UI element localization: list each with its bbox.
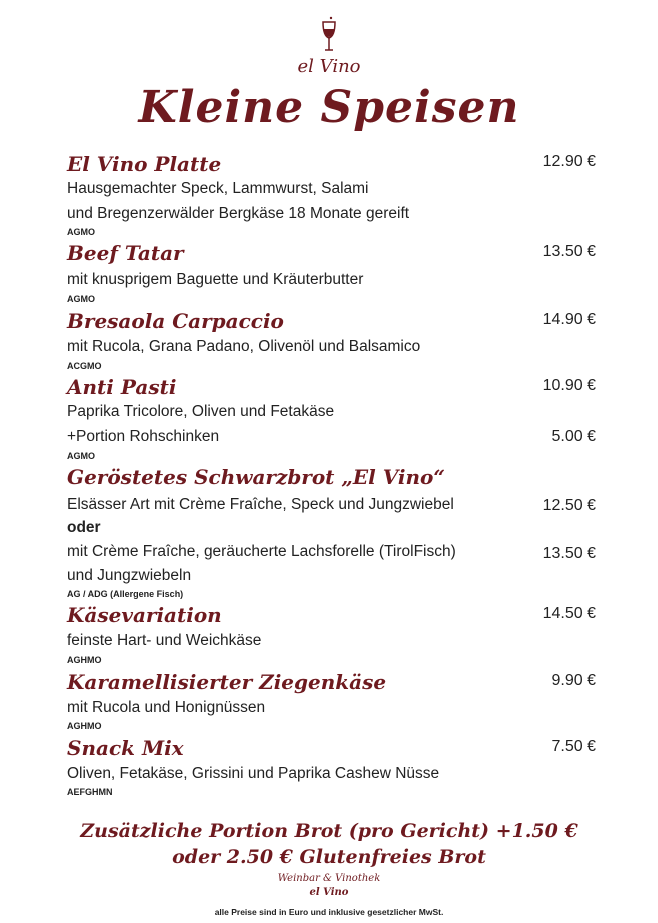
wine-glass-icon [319, 16, 339, 56]
dish-description: und Bregenzerwälder Bergkäse 18 Monate gereift [67, 205, 410, 222]
footer-brand: el Vino [309, 887, 349, 898]
allergen-codes: AGMO [67, 227, 95, 237]
dish-description: und Jungzwiebeln [67, 567, 192, 584]
dish-description: mit Rucola, Grana Padano, Olivenöl und Balsamico [67, 338, 421, 355]
dish-or: oder [67, 519, 101, 536]
allergen-codes: AGHMO [67, 655, 102, 665]
dish-description: Oliven, Fetakäse, Grissini und Paprika Cashew Nüsse [67, 765, 440, 782]
allergen-codes: AEFGHMN [67, 787, 113, 797]
allergen-codes: AGHMO [67, 721, 102, 731]
page-title: Kleine Speisen [138, 82, 520, 133]
dish-description: mit Crème Fraîche, geräucherte Lachsforelle (TirolFisch) [67, 543, 456, 560]
dish-price: 14.90 € [542, 311, 596, 328]
dish-price: 7.50 € [551, 738, 596, 755]
dish-title: Anti Pasti [67, 375, 177, 399]
dish-price: 12.50 € [542, 497, 596, 514]
dish-price: 9.90 € [551, 672, 596, 689]
allergen-codes: ACGMO [67, 361, 102, 371]
dish-title: Bresaola Carpaccio [67, 309, 284, 333]
gluten-free-bread-line: oder 2.50 € Glutenfreies Brot [172, 846, 486, 868]
dish-description: mit Rucola und Honignüssen [67, 699, 266, 716]
allergen-codes: AG / ADG (Allergene Fisch) [67, 589, 184, 599]
dish-price: 10.90 € [542, 377, 596, 394]
dish-description: Hausgemachter Speck, Lammwurst, Salami [67, 180, 369, 197]
logo [0, 16, 658, 56]
logo-text: el Vino [297, 56, 361, 77]
dish-price: 13.50 € [542, 243, 596, 260]
dish-title: Karamellisierter Ziegenkäse [67, 670, 387, 694]
dish-title: Snack Mix [67, 736, 184, 760]
dish-description: mit knusprigem Baguette und Kräuterbutter [67, 271, 364, 288]
dish-price: 12.90 € [542, 153, 596, 170]
dish-price: 13.50 € [542, 545, 596, 562]
price-note: alle Preise sind in Euro und inklusive gesetzlicher MwSt. [214, 907, 444, 917]
dish-description: feinste Hart- und Weichkäse [67, 632, 262, 649]
dish-title: Beef Tatar [67, 241, 184, 265]
extra-bread-line: Zusätzliche Portion Brot (pro Gericht) +1.50 € [80, 820, 578, 842]
dish-title: El Vino Platte [67, 152, 222, 176]
dish-price: 14.50 € [542, 605, 596, 622]
dish-description: Elsässer Art mit Crème Fraîche, Speck und Jungzwiebel [67, 496, 454, 513]
dish-description: Paprika Tricolore, Oliven und Fetakäse [67, 403, 335, 420]
dish-title: Käsevariation [67, 603, 222, 627]
footer-tagline: Weinbar & Vinothek [277, 873, 381, 884]
allergen-codes: AGMO [67, 294, 95, 304]
dish-description: +Portion Rohschinken [67, 428, 220, 445]
allergen-codes: AGMO [67, 451, 95, 461]
dish-price: 5.00 € [551, 428, 596, 445]
dish-title: Geröstetes Schwarzbrot „El Vino“ [67, 465, 445, 489]
